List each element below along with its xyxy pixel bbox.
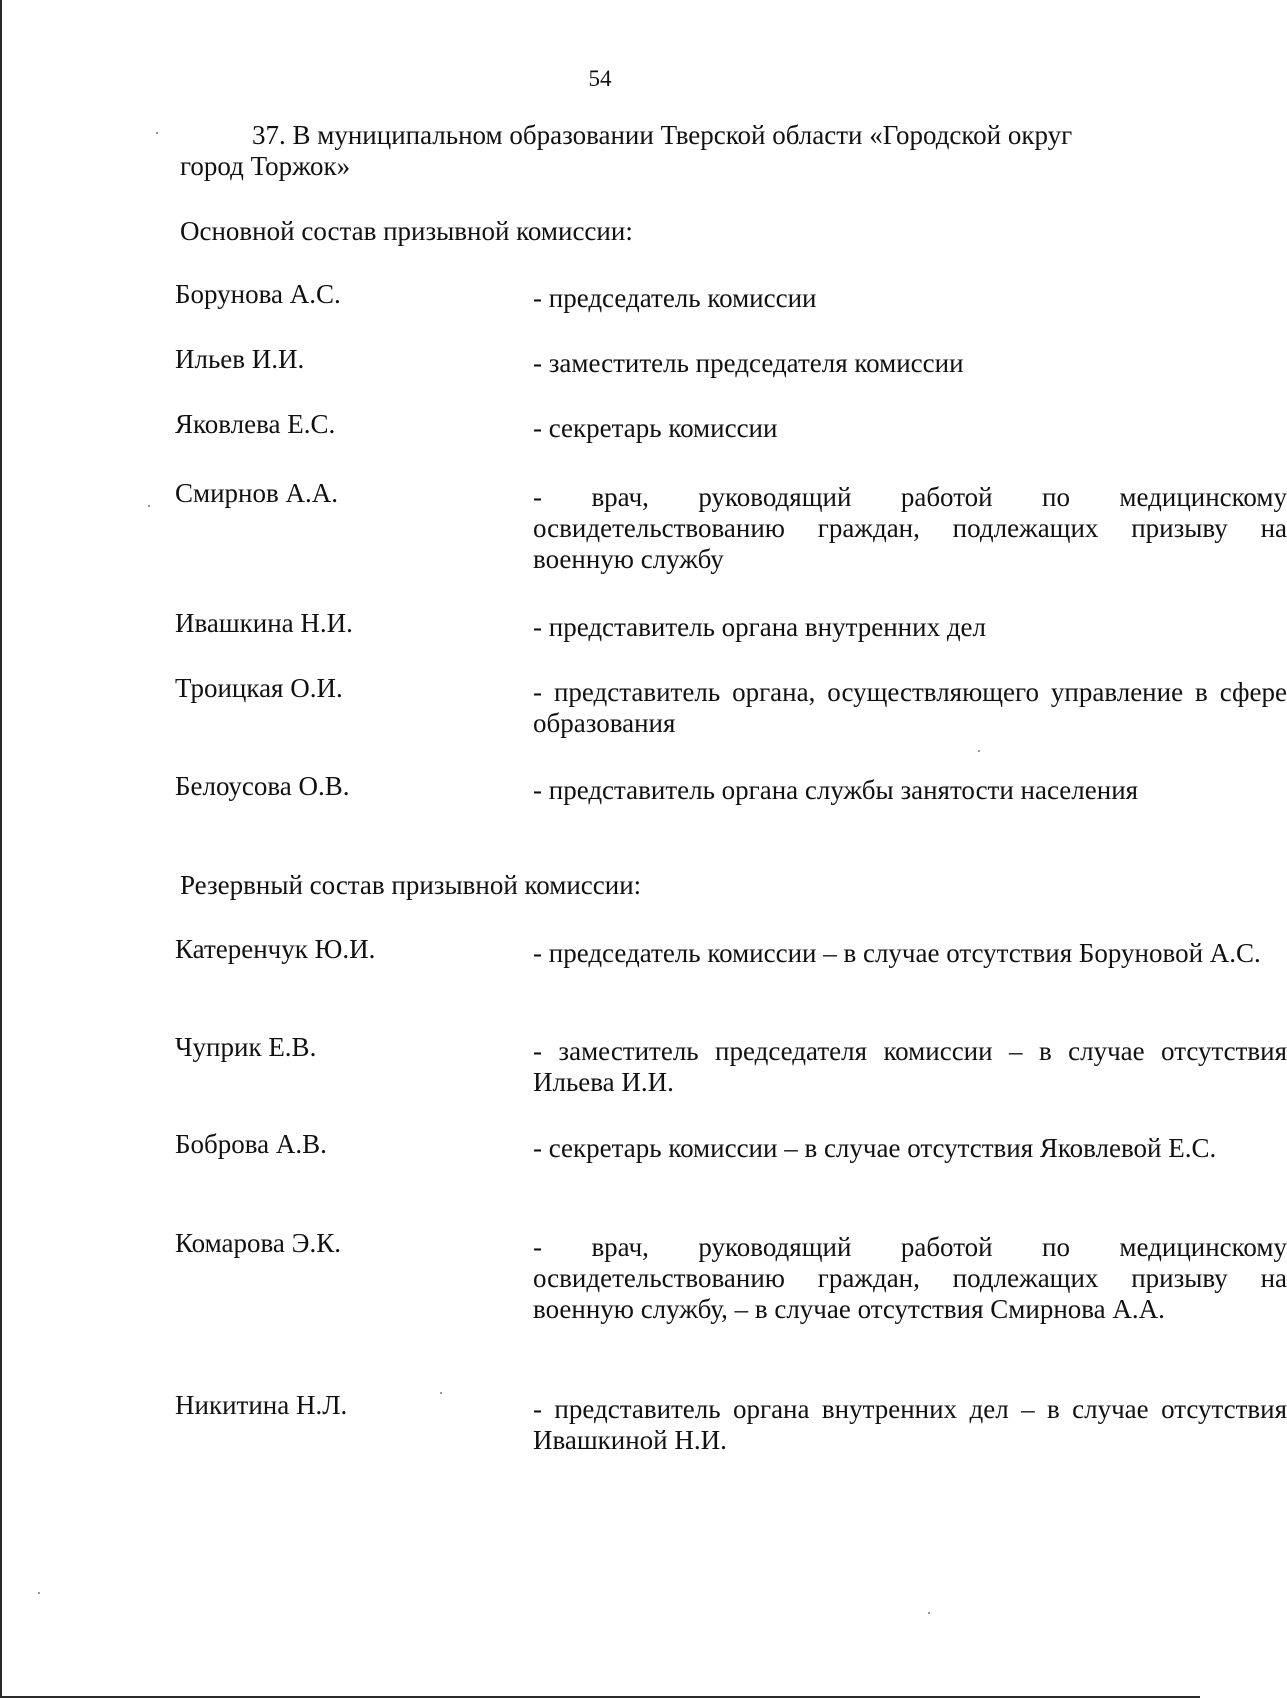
page-number: 54 [588, 66, 612, 91]
member-role: - заместитель председателя комиссии – в случае отсутствия Ильева И.И. [533, 1036, 1287, 1097]
member-role: - председатель комиссии [533, 283, 817, 313]
member-name: Белоусова О.В. [175, 771, 350, 801]
reserve-section-title: Резервный состав призывной комиссии: [180, 870, 642, 900]
member-name: Катеренчук Ю.И. [175, 934, 376, 964]
member-name: Яковлева Е.С. [175, 409, 336, 439]
member-name: Смирнов А.А. [175, 478, 338, 508]
scan-speck [156, 132, 158, 134]
scan-speck [928, 1612, 930, 1614]
scan-speck [38, 1592, 40, 1594]
scan-edge-left [0, 0, 2, 1698]
member-role: - представитель органа внутренних дел – в случае отсутствия Ивашкиной Н.И. [533, 1394, 1287, 1455]
main-section-title: Основной состав призывной комиссии: [180, 216, 633, 246]
member-name: Чуприк Е.В. [175, 1032, 317, 1062]
scan-speck [440, 1392, 442, 1394]
member-name: Боброва А.В. [175, 1129, 327, 1159]
member-role: - секретарь комиссии [533, 413, 778, 443]
member-role: - врач, руководящий работой по медицинскому освидетельствованию граждан, подлежащих призыву на военную службу, – в случае отсутствия Смирнова А.А. [533, 1232, 1287, 1324]
member-name: Борунова А.С. [175, 279, 341, 309]
member-role: - врач, руководящий работой по медицинскому освидетельствованию граждан, подлежащих призыву на военную службу [533, 482, 1287, 574]
member-name: Ильев И.И. [175, 344, 305, 374]
member-role: - представитель органа внутренних дел [533, 612, 987, 642]
member-name: Троицкая О.И. [175, 673, 343, 703]
member-name: Комарова Э.К. [175, 1228, 341, 1258]
member-name: Никитина Н.Л. [175, 1390, 348, 1420]
member-role: - заместитель председателя комиссии [533, 348, 964, 378]
section-heading: 37. В муниципальном образовании Тверской области «Городской округ город Торжок» [180, 120, 1073, 181]
member-role: - представитель органа службы занятости населения [533, 775, 1139, 805]
member-role: - секретарь комиссии – в случае отсутствия Яковлевой Е.С. [533, 1133, 1217, 1163]
scan-speck [978, 750, 980, 752]
scan-speck [148, 505, 150, 507]
member-role: - председатель комиссии – в случае отсутствия Боруновой А.С. [533, 938, 1261, 968]
member-name: Ивашкина Н.И. [175, 608, 353, 638]
member-role: - представитель органа, осуществляющего управление в сфере образования [533, 677, 1287, 738]
